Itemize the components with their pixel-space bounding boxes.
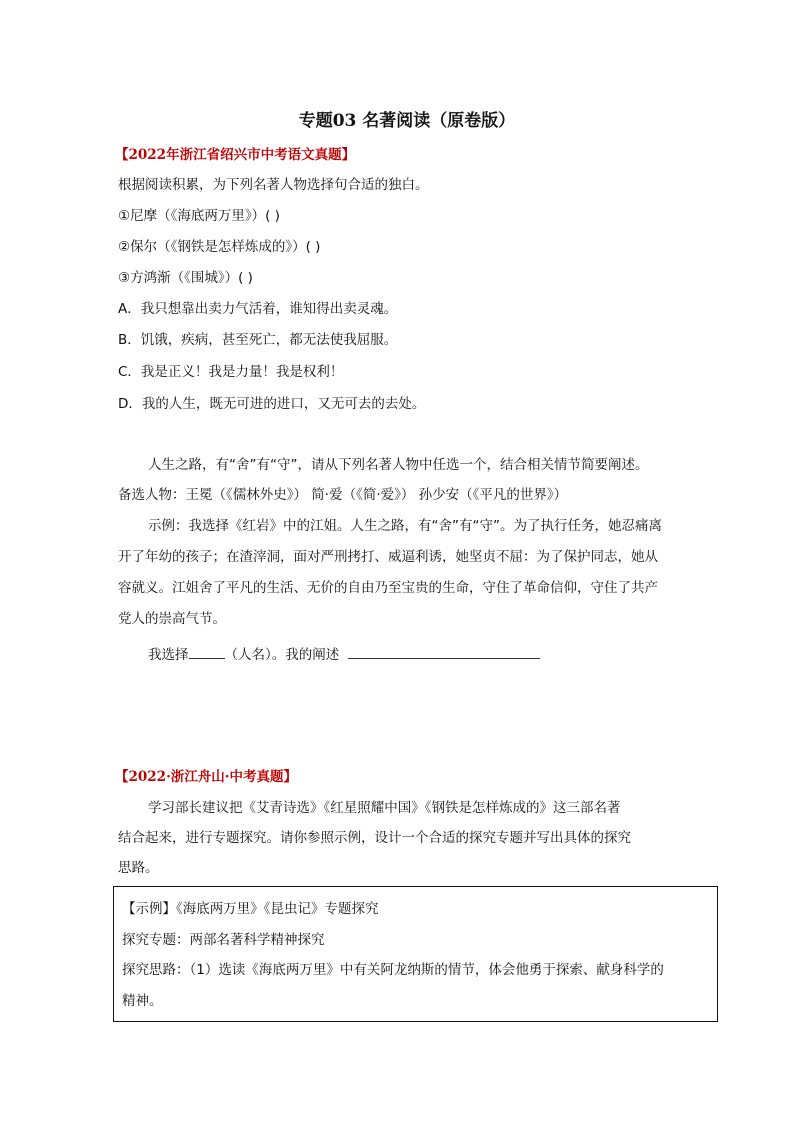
answer-mid: （人名）。我的阐述: [224, 647, 340, 663]
answer-prefix: 我选择: [148, 647, 189, 663]
option-a: A．我只想靠出卖力气活着，谁知得出卖灵魂。: [118, 301, 398, 317]
answer-blank[interactable]: [348, 646, 540, 659]
name-blank[interactable]: [189, 646, 225, 659]
example-text: 党人的崇高气节。: [118, 611, 226, 627]
example-text: 容就义。江姐舍了平凡的生活、无价的自由乃至宝贵的生命，守住了革命信仰，守住了共产: [118, 580, 658, 596]
question-prompt: 人生之路，有“舍”有“守”，请从下列名著人物中任选一个，结合相关情节简要阐述。: [148, 457, 649, 473]
question-prompt: 思路。: [118, 860, 159, 876]
option-b: B．饥饿，疾病，甚至死亡，都无法使我屈服。: [118, 332, 398, 348]
option-c: C．我是正义！我是力量！我是权利！: [118, 364, 344, 380]
example-box-title: 【示例】《海底两万里》《昆虫记》专题探究: [122, 901, 379, 917]
example-text: 开了年幼的孩子；在渣滓洞，面对严刑拷打、威逼利诱，她坚贞不屈：为了保护同志，她从: [118, 549, 658, 565]
question-prompt: 学习部长建议把《艾青诗选》《红星照耀中国》《钢铁是怎样炼成的》这三部名著: [148, 800, 621, 816]
source-heading-2: 【2022·浙江舟山·中考真题】: [115, 769, 297, 785]
example-box-line: 精神。: [122, 993, 163, 1009]
match-item: ①尼摩（《海底两万里》）( ): [118, 208, 280, 224]
match-item: ②保尔（《钢铁是怎样炼成的》）( ): [118, 239, 321, 255]
question-prompt: 根据阅读积累，为下列名著人物选择句合适的独白。: [118, 177, 429, 193]
match-item: ③方鸿渐（《围城》）( ): [118, 270, 253, 286]
candidate-list: 备选人物：王冕（《儒林外史》） 简·爱（《简·爱》） 孙少安（《平凡的世界》）: [118, 487, 568, 503]
example-box: [113, 886, 718, 1022]
page-title: 专题03 名著阅读（原卷版）: [298, 111, 516, 131]
example-text: 示例：我选择《红岩》中的江姐。人生之路，有“舍”有“守”。为了执行任务，她忍痛离: [148, 518, 662, 534]
answer-line: [148, 646, 540, 664]
example-box-line: 探究专题：两部名著科学精神探究: [122, 932, 325, 948]
example-box-line: 探究思路：（1）选读《海底两万里》中有关阿龙纳斯的情节，体会他勇于探索、献身科学的: [122, 962, 664, 978]
source-heading-1: 【2022年浙江省绍兴市中考语文真题】: [115, 147, 356, 163]
question-prompt: 结合起来，进行专题探究。请你参照示例，设计一个合适的探究专题并写出具体的探究: [118, 830, 631, 846]
option-d: D．我的人生，既无可进的进口，又无可去的去处。: [118, 396, 426, 412]
